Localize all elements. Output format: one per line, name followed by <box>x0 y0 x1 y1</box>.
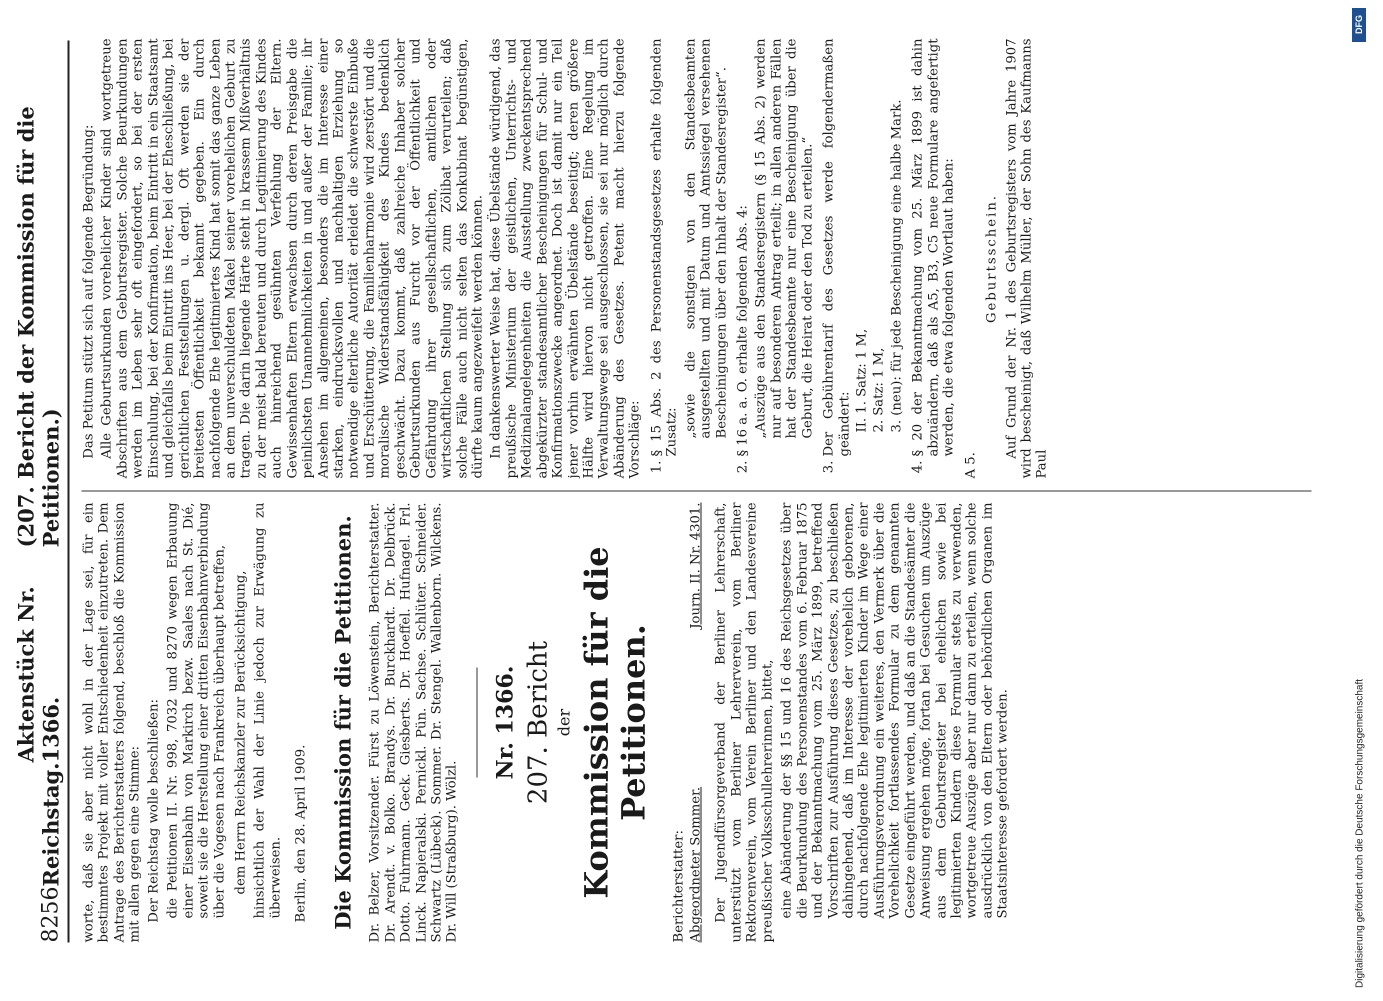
reporter-name: Abgeordneter Sommer. <box>688 786 704 943</box>
paragraph: Alle Geburtsurkunden vorehelicher Kinder sind wortgetreue Abschriften aus dem Geburtsregister. Solche Beurkundungen werden im Leben sehr oft eingefordert, so bei der ersten Einschulung, bei der Konfirmation, beim Eintritt in ein Staatsamt und gleichfalls beim Eintritt ins Heer, bei der Eheschließung, bei gerichtlichen Feststellungen u. dergl. Oft werden sie der breitesten Öffentlichkeit bekannt gegeben. Ein durch nachfolgende Ehe legitimiertes Kind hat somit das ganze Leben an dem unverschuldeten Makel seiner vorehelichen Geburt zu tragen. Die darin liegende Härte steht in krassem Mißverhältnis zu der meist bald bereuten und durch Legitimierung des Kindes auch hinreichend gesühnten Verfehlung der Eltern. Gewissenhaften Eltern erwachsen durch deren Preisgabe die peinlichsten Unannehmlichkeiten in und außer der Familie; ihr Ansehen im allgemeinen, besonders die im Interesse einer starken, eindrucksvollen und nachhaltigen Erziehung so notwendige elterliche Autorität erleidet die schwerste Einbuße und Erschütterung, die Familienharmonie wird zerstört und die moralische Widerstandsfähigkeit des Kindes bedenklich geschwächt. Dazu kommt, daß zahlreiche Inhaber solcher Geburtsurkunden aus Furcht vor der Öffentlichkeit und Gefährdung ihrer gesellschaftlichen, amtlichen oder wirtschaftlichen Stellung sich zum Zölibat verurteilen; daß solche Fälle auch nicht selten das Konkubinat begünstigen, dürfte kaum angezweifelt werden können. <box>99 38 486 479</box>
left-column <box>82 503 1322 943</box>
paragraph: Das Petitum stützt sich auf folgende Begründung: <box>81 124 97 459</box>
proposal-text: 3. Der Gebührentarif des Gesetzes werde folgendermaßen geändert: <box>821 38 853 457</box>
member-list: Dr. Belzer, Vorsitzender. Fürst zu Löwenstein, Berichterstatter. Dr. Arendt. v. Bolko. Brandys. Dr. Burckhardt. Dr. Delbrück. Dotto. Fuhrmann. Geck. Giesberts. Dr. Hoeffel. Hufnagel. Frl. Linck. Napieralski. Pernickl. Pün. Sachse. Schlüter. Schneider. Schwartz (Lübeck). Sommer. Dr. Stengel. Wallenborn. Wilckens. Dr. Will (Straßburg). Wölzl. <box>367 502 460 943</box>
right-column <box>82 39 1322 479</box>
digitization-note: Digitalisierung gefördert durch die Deutsche Forschungsgemeinschaft <box>1354 678 1366 988</box>
fee-line: 2. Satz: 1 M, <box>871 347 887 433</box>
proposal-text: 4. § 20 der Bekanntmachung vom 25. März 1899 ist dahin abzuändern, daß als A5, B3, C5 neue Formulare angefertigt werden, die etwa folgenden Wortlaut haben: <box>910 38 957 457</box>
proposal-item <box>822 39 905 457</box>
paragraph: Der Reichstag wolle beschließen: <box>146 699 162 923</box>
header-left-title: Reichstag. <box>38 762 64 887</box>
column-divider <box>82 491 1312 492</box>
proposal-quote: „sowie die sonstigen von den Standesbeamten ausgestellten und mit Datum und Amtssiegel versehenen Bescheinigungen über den Inhalt der Standesregister“. <box>683 38 729 439</box>
document-number: Nr. 1366. <box>492 665 519 780</box>
report-title-commission: Kommission für die Petitionen. <box>577 546 653 899</box>
page-number: 8256 <box>38 886 64 943</box>
form-code: A 5. <box>963 452 979 479</box>
section-divider <box>476 668 477 778</box>
proposal-item <box>911 39 957 457</box>
form-text: Auf Grund der Nr. 1 des Geburtsregisters vom Jahre 1907 wird bescheinigt, daß Wilhelm Müller, der Sohn des Kaufmanns Paul <box>1004 38 1050 479</box>
report-title: 207. Bericht <box>523 640 554 805</box>
header-right-title: (207. Bericht der Kommission für die Petitionen.) <box>13 106 64 548</box>
proposal-text: 1. § 15 Abs. 2 des Personenstandsgesetzes erhalte folgenden Zusatz: <box>649 38 680 457</box>
paragraph: In dankenswerter Weise hat, diese Übelstände würdigend, das preußische Ministerium der geistlichen, Unterrichts- und Medizinalangelegenheiten die Ausstellung zweckentsprechend abgekürzter standesamtlicher Bescheinigungen für Schul- und Konfirmationszwecke angeordnet. Doch ist damit nur ein Teil jener vorhin erwähnten Übelstände beseitigt; deren größere Hälfte wird hiervon nicht getroffen. Eine Regelung im Verwaltungswege sei ausgeschlossen, sie sei nur möglich durch Abänderung des Gesetzes. Petent macht hierzu folgende Vorschläge: <box>488 38 643 479</box>
proposal-item <box>649 39 729 457</box>
page-header <box>13 41 70 943</box>
proposal-list <box>649 39 957 479</box>
document-page <box>0 1 1383 1001</box>
fee-line: 3. (neu): für jede Bescheinigung eine halbe Mark. <box>889 99 905 433</box>
paragraph: worte, daß sie aber nicht wohl in der Lage sei, für ein bestimmtes Projekt mit voller Entschiedenheit einzutreten. Dem Antrage des Berichterstatters folgend, beschloß die Kommission mit allen gegen eine Stimme: <box>81 502 143 943</box>
journal-number: Journ. II. Nr. 4301. <box>688 502 704 629</box>
report-title-connector: der <box>554 708 574 737</box>
dfg-logo: DFG <box>1352 8 1366 42</box>
resolution-text: hinsichtlich der Wahl der Linie jedoch zur Erwägung zu überweisen. <box>252 502 284 919</box>
reporter-row <box>689 503 704 943</box>
form-title: Geburtsschein. <box>984 194 1000 323</box>
commission-heading: Die Kommission für die Petitionen. <box>330 515 356 930</box>
paragraph: Der Jugendfürsorgeverband der Berliner Lehrerschaft, unterstützt vom Berliner Lehrerverein, vom Berliner Rektorenverein, vom Verein Berliner und den Landesvereine preußischer Volksschullehrerinnen, bittet, <box>713 502 776 943</box>
rotated-page <box>0 1 1383 1001</box>
reporter-label: Berichterstatter: <box>671 830 687 943</box>
resolution-text: dem Herrn Reichskanzler zur Berücksichtigung, <box>233 570 249 895</box>
resolution-text: die Petitionen II. Nr. 998, 7032 und 8270 wegen Erbauung einer Eisenbahn von Markirch bezw. Saales nach St. Dié, soweit sie die Herstellung einer dritten Eisenbahnverbindung über die Vogesen nach Frankreich überhaupt betreffen, <box>165 502 227 919</box>
proposal-item <box>735 39 815 457</box>
header-center-title: Aktenstück Nr. 1366. <box>13 586 64 763</box>
petition-text: eine Abänderung der §§ 15 und 16 des Reichsgesetzes über die Beurkundung des Personenstandes vom 6. Februar 1875 und der Bekanntmachung vom 25. März 1899, betreffend Vorschriften zur Ausführung dieses Gesetzes, zu beschließen dahingehend, daß im Interesse der vorehelich geborenen, durch nachfolgende Ehe legitimierten Kinder im Wege einer Ausführungsverordnung ein weiteres, den Vermerk über die Vorehelichkeit fortlassendes Formular zu dem genannten Gesetze eingeführt werden, und daß an die Standesämter die Anweisung ergehen möge, fortan bei Gesuchen um Auszüge aus dem Geburtsregister bei ehelichen sowie bei legitimierten Kindern diese Formular stets zu verwenden, wortgetreue Auszüge aber nur dann zu erteilen, wenn solche ausdrücklich von den Eltern oder behördlichen Organen im Staatsinteresse gefordert werden. <box>779 502 1011 919</box>
proposal-text: 2. § 16 a. a. O. erhalte folgenden Abs. 4: <box>735 205 751 457</box>
fee-line: II. 1. Satz: 1 M, <box>854 328 870 433</box>
proposal-quote: „Auszüge aus den Standesregistern (§ 15 Abs. 2) werden nur auf besonderen Antrag erteilt; in allen anderen Fällen hat der Standesbeamte nur eine Bescheinigung über die Geburt, die Heirat oder den Tod zu erteilen.“ <box>753 38 816 439</box>
signature-date: Berlin, den 28. April 1909. <box>293 744 309 923</box>
